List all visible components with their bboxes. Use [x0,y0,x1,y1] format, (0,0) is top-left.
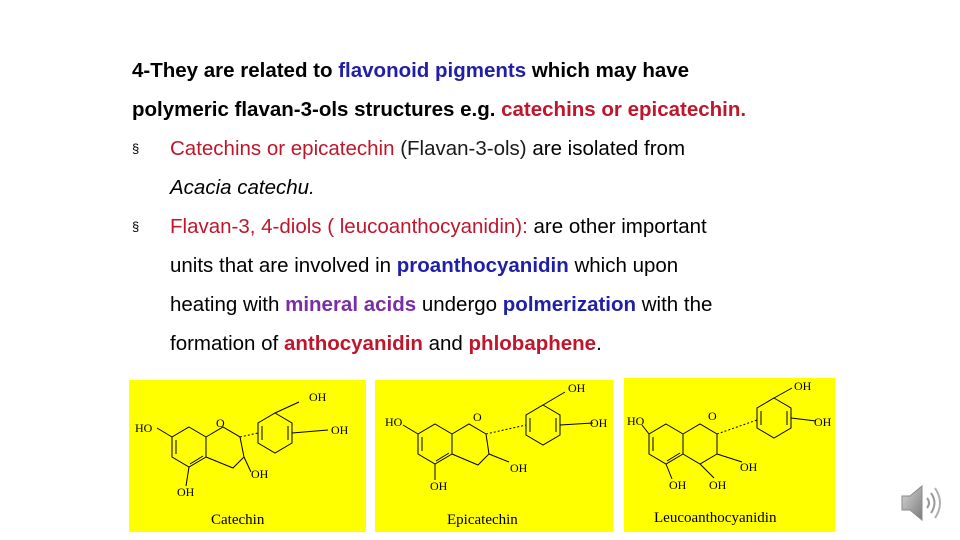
term-flavan-diols: Flavan-3, 4-diols ( leucoanthocyanidin): [170,215,528,238]
oh-label: OH [794,379,812,393]
bullet-2-line-2 [132,246,832,285]
term-flavonoid-pigments: flavonoid pigments [338,59,527,82]
caption-catechin: Catechin [211,512,265,528]
text-run: which may have [526,59,690,82]
o-label: O [708,409,717,423]
text-run: formation of [170,332,284,355]
caption-epicatechin: Epicatechin [447,512,518,528]
ho-label: HO [627,414,645,428]
text-run: heating with [170,293,286,316]
oh-label: OH [740,460,758,474]
leucoanthocyanidin-structure [624,378,835,532]
bullet-1 [132,129,832,168]
catechin-structure-panel [129,380,366,532]
bullet-1-cont [132,168,832,207]
text-run: units that are involved in [170,254,397,277]
catechin-structure [129,380,366,532]
oh-label: OH [669,478,687,492]
bullet-icon: § [132,219,140,234]
text-run: polymeric flavan-3-ols structures e.g. [132,98,502,121]
text-run: (Flavan-3-ols) [394,137,527,160]
term-anthocyanidin: anthocyanidin [283,332,423,355]
oh-label: OH [814,415,832,429]
oh-label: OH [309,390,327,404]
text-run: and [422,332,469,355]
term-phlobaphene: phlobaphene [468,332,597,355]
oh-label: OH [590,416,608,430]
text-run: are isolated from [526,137,686,160]
epicatechin-structure [375,380,613,532]
text-run: 4-They are related to [132,59,339,82]
leucoanthocyanidin-structure-panel [624,378,835,532]
slide-text [132,51,832,363]
term-catechins: catechins or epicatechin. [501,98,747,121]
text-run: are other important [527,215,707,238]
bullet-2 [132,207,832,246]
term-polmerization: polmerization [502,293,637,316]
ho-label: HO [385,415,403,429]
oh-label: OH [510,461,528,475]
oh-label: OH [251,467,269,481]
oh-label: OH [177,485,195,499]
text-line-1 [132,51,832,90]
oh-label: OH [331,423,349,437]
caption-leucoanthocyanidin: Leucoanthocyanidin [654,510,777,526]
term-proanthocyanidin: proanthocyanidin [396,254,569,277]
term-catechins-epicatechin: Catechins or epicatechin [170,137,395,160]
text-run: undergo [416,293,503,316]
term-mineral-acids: mineral acids [285,293,417,316]
o-label: O [216,416,225,430]
ho-label: HO [135,421,153,435]
o-label: O [473,410,482,424]
species-name: Acacia catechu. [170,176,315,199]
speaker-icon[interactable] [898,478,948,528]
oh-label: OH [568,381,586,395]
epicatechin-structure-panel [375,380,613,532]
oh-label: OH [430,479,448,493]
bullet-icon: § [132,141,140,156]
text-line-2 [132,90,832,129]
text-run: which upon [568,254,679,277]
bullet-2-line-4 [132,324,832,363]
text-run: with the [636,293,713,316]
text-run: . [596,332,602,355]
oh-label: OH [709,478,727,492]
bullet-2-line-3 [132,285,832,324]
